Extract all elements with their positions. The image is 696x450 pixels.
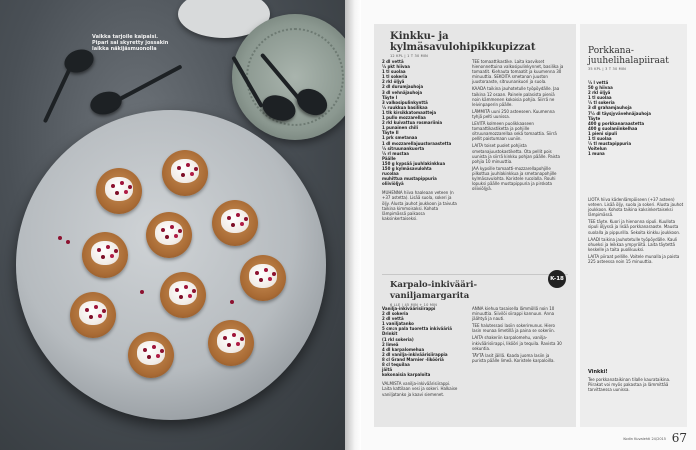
recipe-step: LAITA toiset puolet pohjista smetanajuustokastiketta. Ota pellit pois uunista ja siirrä kinkku pohjan päälle. Paista pohjia 10 minuuttia. bbox=[472, 143, 560, 164]
sidebar-method bbox=[588, 197, 684, 266]
page-gutter bbox=[345, 0, 361, 450]
recipe-step: LAITA shakeriin karpalomehu, vanilja-inkiväärisiirappi, likööri ja tequila. Ravista 30 sekuntia. bbox=[472, 335, 562, 351]
recipe-step: TÄYTÄ lasit jäillä. Kaada juoma lasiin ja purista päälle limeä. Koristele karpaloilla. bbox=[472, 352, 555, 363]
tip-box bbox=[588, 358, 684, 392]
tip-text: Tee porkkanataikinan tilalle kaurataikina. Piirakat voi myös pakastaa ja lämmittää tarvittaessa uunissa. bbox=[588, 377, 671, 393]
recipe-step: TEE halutessasi lasiin sokerireunus. Hiero lasin reunaa limetillä ja paina se sokeriin. bbox=[472, 323, 555, 334]
ingredient-list: 2 dl vettä ½ pkt hiivaa 1 tl suolaa 1 tl sokeria 2 rkl öljyä 2 dl durumjauhoja 3 dl vehnäjauhoja Täyte I 3 valkosipulinkynttä ½ ruukkua basilikaa 1 tlk kirsikkatomaatteja 1 pullo mozzarellaa 2 rkl kuivattua rosmariinia 1 punainen chili Täyte II 1 prk smetanaa 1 dl mozzarellajuustoraastetta ½ sitruunankuorta ½ rl mustaa Päälle 150 g kypsää juuhlakinkkua 150 g kylmäsavulohta rucolaa muhittua mustapippuria oliiviöljyä bbox=[382, 59, 452, 187]
sidebar-meta: 35 KPL | 3 T 30 MIN bbox=[588, 67, 626, 71]
recipe-step: LEVITÄ kolmeen puolikkaaseen tomaattikastiketta ja pohjille sitruunamozzarellaa sekä tomaattia. Siirrä pellit paistumaan uuniin. bbox=[472, 121, 557, 142]
recipe-header-pizza bbox=[390, 31, 570, 58]
sidebar-ingredients bbox=[588, 80, 684, 156]
recipe-method bbox=[472, 306, 564, 365]
cranberry-tart bbox=[162, 150, 208, 196]
cranberry-tart bbox=[146, 212, 192, 258]
spoon-handle bbox=[43, 67, 72, 123]
cranberry-tart bbox=[128, 332, 174, 378]
recipe-step: TEE täyte. Kuori ja hienonna sipuli. Kuullota sipuli öljyssä ja lisää porkkanaraaste. Mausta suolalla ja pippurilla. Sekoita kinkku joukkoon. bbox=[588, 219, 681, 235]
cranberry-tart bbox=[96, 168, 142, 214]
cranberry-tart bbox=[70, 292, 116, 338]
cranberry-tart bbox=[240, 255, 286, 301]
recipe-step: LAITA piiraat pellille. Voitele munalla ja paista 225 asteessa noin 15 minuuttia. bbox=[588, 253, 680, 265]
spoon-icon bbox=[88, 88, 125, 118]
recipe-step: LIOTA hiiva kädenlämpöiseen (+37 asteen) veteen. Lisää öljy, suola ja sokeri. Alusta jauhot joukkoon. Kohota taikina kaksinkertaiseksi lämpimässä. bbox=[588, 197, 684, 218]
green-plate bbox=[232, 14, 345, 140]
cranberry bbox=[66, 240, 70, 244]
recipe-page bbox=[361, 0, 696, 450]
recipe-meta: 12 KPL | 1 T 30 MIN bbox=[390, 54, 428, 58]
recipe-ingredients bbox=[382, 306, 460, 397]
sidebar-recipe bbox=[580, 24, 687, 427]
recipe-step: ANNA kiehua tasaisella lämmöllä noin 10 minuuttia. Siivilöi siirappi kannuun. Anna jäähtyä ja nauti. bbox=[472, 306, 555, 322]
recipe-panel bbox=[374, 24, 576, 427]
cranberry bbox=[140, 290, 144, 294]
recipe-method bbox=[472, 59, 564, 193]
food-photo bbox=[0, 0, 345, 450]
ingredient-list: ½ l vettä 50 g hiivaa 2 rkl öljyä 1 tl suolaa ½ tl sokeria 3 dl grahamjauhoja 7½ dl täysjyvävehnäjauhoja Täyte 400 g porkkanaraastetta 400 g suolaniinkelhaa 1 pieni sipuli 1 tl suolaa ½ tl mustapippuria Voitelun 1 muna bbox=[588, 80, 652, 157]
magazine-footer: Kodin Kuvalehti 24/2015 bbox=[623, 437, 666, 441]
recipe-step: LAADI taikina jauhotetulle työpöydälle. Kauli ohueksi ja leikkaa ympyröitä. Laita täytettä keskelle ja taita puolikuuksi. bbox=[588, 236, 678, 252]
recipe-meta: 6 LLE | 45 MIN + 10 MIN bbox=[390, 303, 438, 307]
cranberry bbox=[58, 236, 62, 240]
recipe-header-margarita bbox=[390, 280, 540, 307]
recipe-step: VALMISTA vanilja-inkiväärisiirappi. Laita kattilaan vesi ja sokeri. Halkaise vaniljatanko ja kaavi siemenet. bbox=[382, 381, 458, 397]
spoon-handle bbox=[117, 64, 182, 101]
recipe-step: JAA kypsille tomaatti-mozzarellapohjille pilkottua juuhlakinkkua ja smetanapohjille kylmäsavulohta. Koristele rucolalla. Rouhi lopuksi päälle mustapippuria ja pirskota oliiviöljyä. bbox=[472, 165, 557, 192]
recipe-ingredients bbox=[382, 59, 460, 221]
cranberry-tart bbox=[82, 232, 128, 278]
age-limit-badge: K-18 bbox=[548, 270, 566, 288]
page-number: 67 bbox=[671, 431, 687, 445]
recipe-title: Kinkku- ja kylmäsavulohipikkupizzat bbox=[390, 31, 536, 53]
cranberry bbox=[230, 300, 234, 304]
recipe-step: LÄMMITÄ uuni 250 asteeseen. Kuumenna tyhjä pelti uunissa. bbox=[472, 108, 555, 119]
tip-label: Vinkki! bbox=[588, 369, 608, 375]
recipe-step: TEE tomaattikastike. Laita kasvikset hienonnettuina valkosipulinkynnet, basilika ja tomaatit. Kiehauta tomaatit ja kuumenna 30 minuuttia. SEKOITA smetanan juuston juustoraaste, sitruunankuori ja suola. bbox=[472, 59, 564, 85]
sidebar-title: Porkkana-juuhelihalapiiraat bbox=[588, 46, 669, 66]
recipe-step: MUHENNA hiiva haaleaan veteen (n +37 astetta). Lisää suola, sokeri ja öljy. Alusta jauhot joukkoon ja taivuta taikina kimmoisaksi. Kohota lämpimässä paikassa kaksinkertaiseksi. bbox=[382, 190, 457, 221]
recipe-title: Karpalo-inkivääri-vaniljamargarita bbox=[390, 280, 477, 301]
ingredient-list: Vanilja-inkiväärisiirappi 2 dl sokeria 2 dl vettä 1 vaniljatanko 5 cm:n pala tuoretta inkivääriä Drinkit (1 rkl sokeria) 2 limeä 4 dl karpalomehua 2 dl vanilja-inkiväärisiirappia 8 cl Grand Marnier -likööriä 8 cl tequilaa jäitä kokonaisia karpaloita bbox=[382, 306, 452, 378]
cranberry-tart bbox=[212, 200, 258, 246]
recipe-step: KAADA taikina jauhotetulle työpöydälle. Jaa taikina 12 osaan. Painele palasista pieniä noin kämmenen kokoisia pohjia. Siirrä ne leivinpaperin päälle. bbox=[472, 86, 560, 107]
photo-caption: Vaikka tarjoile kaipaisi. Pipari sai skyretty jossakin laikka näkijäsmuonolla bbox=[92, 34, 169, 52]
section-divider bbox=[382, 274, 568, 275]
sidebar-header bbox=[588, 46, 684, 71]
cranberry-tart bbox=[208, 320, 254, 366]
cranberry-tart bbox=[160, 272, 206, 318]
